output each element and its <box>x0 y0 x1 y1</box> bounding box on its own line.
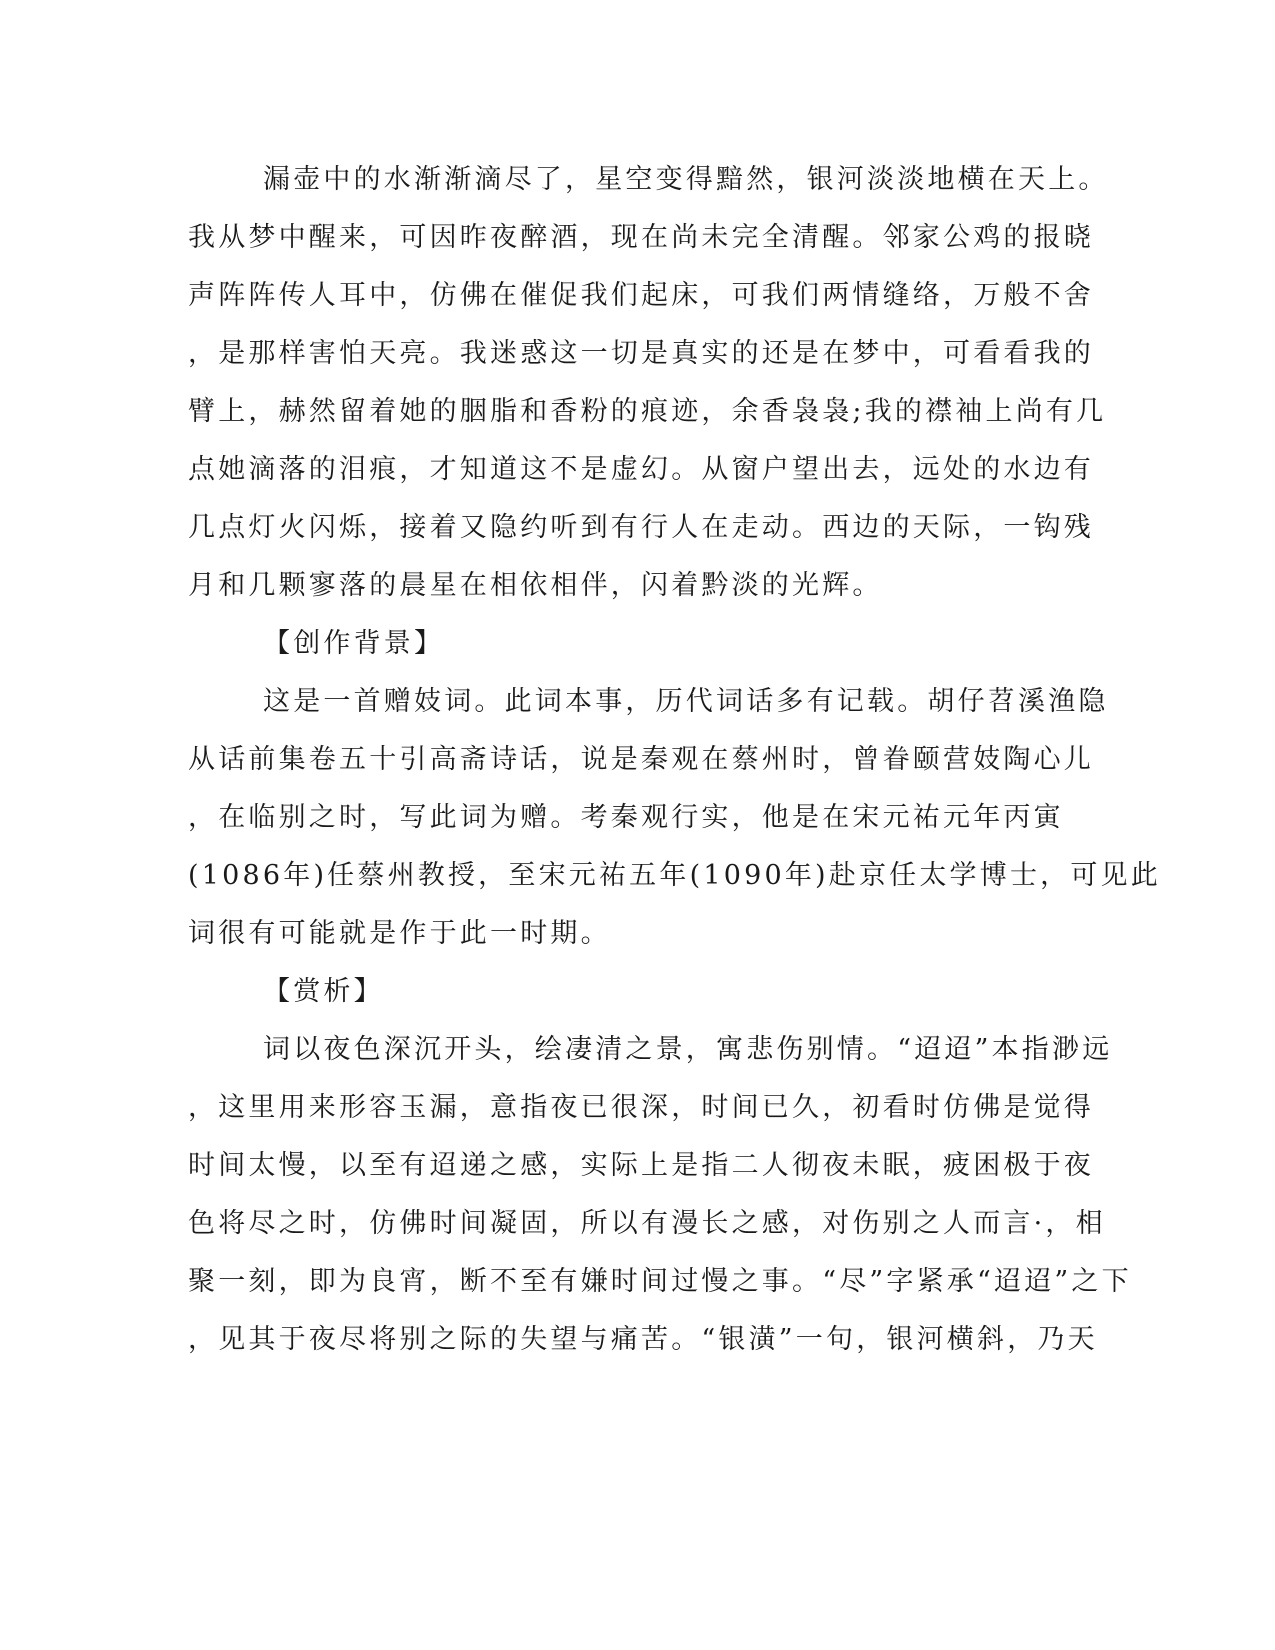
text-line: ，在临别之时，写此词为赠。考秦观行实，他是在宋元祐元年丙寅 <box>188 802 1064 833</box>
text-line: 臂上，赫然留着她的胭脂和香粉的痕迹，余香袅袅;我的襟袖上尚有几 <box>188 396 1107 427</box>
text-line: 词很有可能就是作于此一时期。 <box>188 918 611 949</box>
text-line: 月和几颗寥落的晨星在相依相伴，闪着黔淡的光辉。 <box>188 570 883 601</box>
section-heading-appreciation: 【赏析】 <box>263 976 384 1007</box>
text-line: 漏壶中的水渐渐滴尽了，星空变得黯然，银河淡淡地横在天上。 <box>263 164 1109 195</box>
text-line: 词以夜色深沉开头，绘凄清之景，寓悲伤别情。“迢迢”本指渺远 <box>263 1034 1113 1065</box>
text-line: 点她滴落的泪痕，才知道这不是虚幻。从窗户望出去，远处的水边有 <box>188 454 1094 485</box>
text-line: 几点灯火闪烁，接着又隐约听到有行人在走动。西边的天际，一钩残 <box>188 512 1094 543</box>
text-line: 从话前集卷五十引高斋诗话，说是秦观在蔡州时，曾眷颐营妓陶心儿 <box>188 744 1094 775</box>
text-line: (1086年)任蔡州教授，至宋元祐五年(1090年)赴京任太学博士，可见此 <box>188 860 1161 891</box>
text-line: 声阵阵传人耳中，仿佛在催促我们起床，可我们两情缝络，万般不舍 <box>188 280 1094 311</box>
text-line: ，见其于夜尽将别之际的失望与痛苦。“银潢”一句，银河横斜，乃天 <box>188 1324 1098 1355</box>
text-line: 这是一首赠妓词。此词本事，历代词话多有记载。胡仔苕溪渔隐 <box>263 686 1109 717</box>
text-line: 时间太慢，以至有迢递之感，实际上是指二人彻夜未眠，疲困极于夜 <box>188 1150 1094 1181</box>
text-line: 我从梦中醒来，可因昨夜醉酒，现在尚未完全清醒。邻家公鸡的报晓 <box>188 222 1094 253</box>
section-heading-background: 【创作背景】 <box>263 628 445 659</box>
text-line: 色将尽之时，仿佛时间凝固，所以有漫长之感，对伤别之人而言·，相 <box>188 1208 1106 1239</box>
text-line: 聚一刻，即为良宵，断不至有嫌时间过慢之事。“尽”字紧承“迢迢”之下 <box>188 1266 1132 1297</box>
text-line: ，这里用来形容玉漏，意指夜已很深，时间已久，初看时仿佛是觉得 <box>188 1092 1094 1123</box>
text-line: ，是那样害怕天亮。我迷惑这一切是真实的还是在梦中，可看看我的 <box>188 338 1094 369</box>
